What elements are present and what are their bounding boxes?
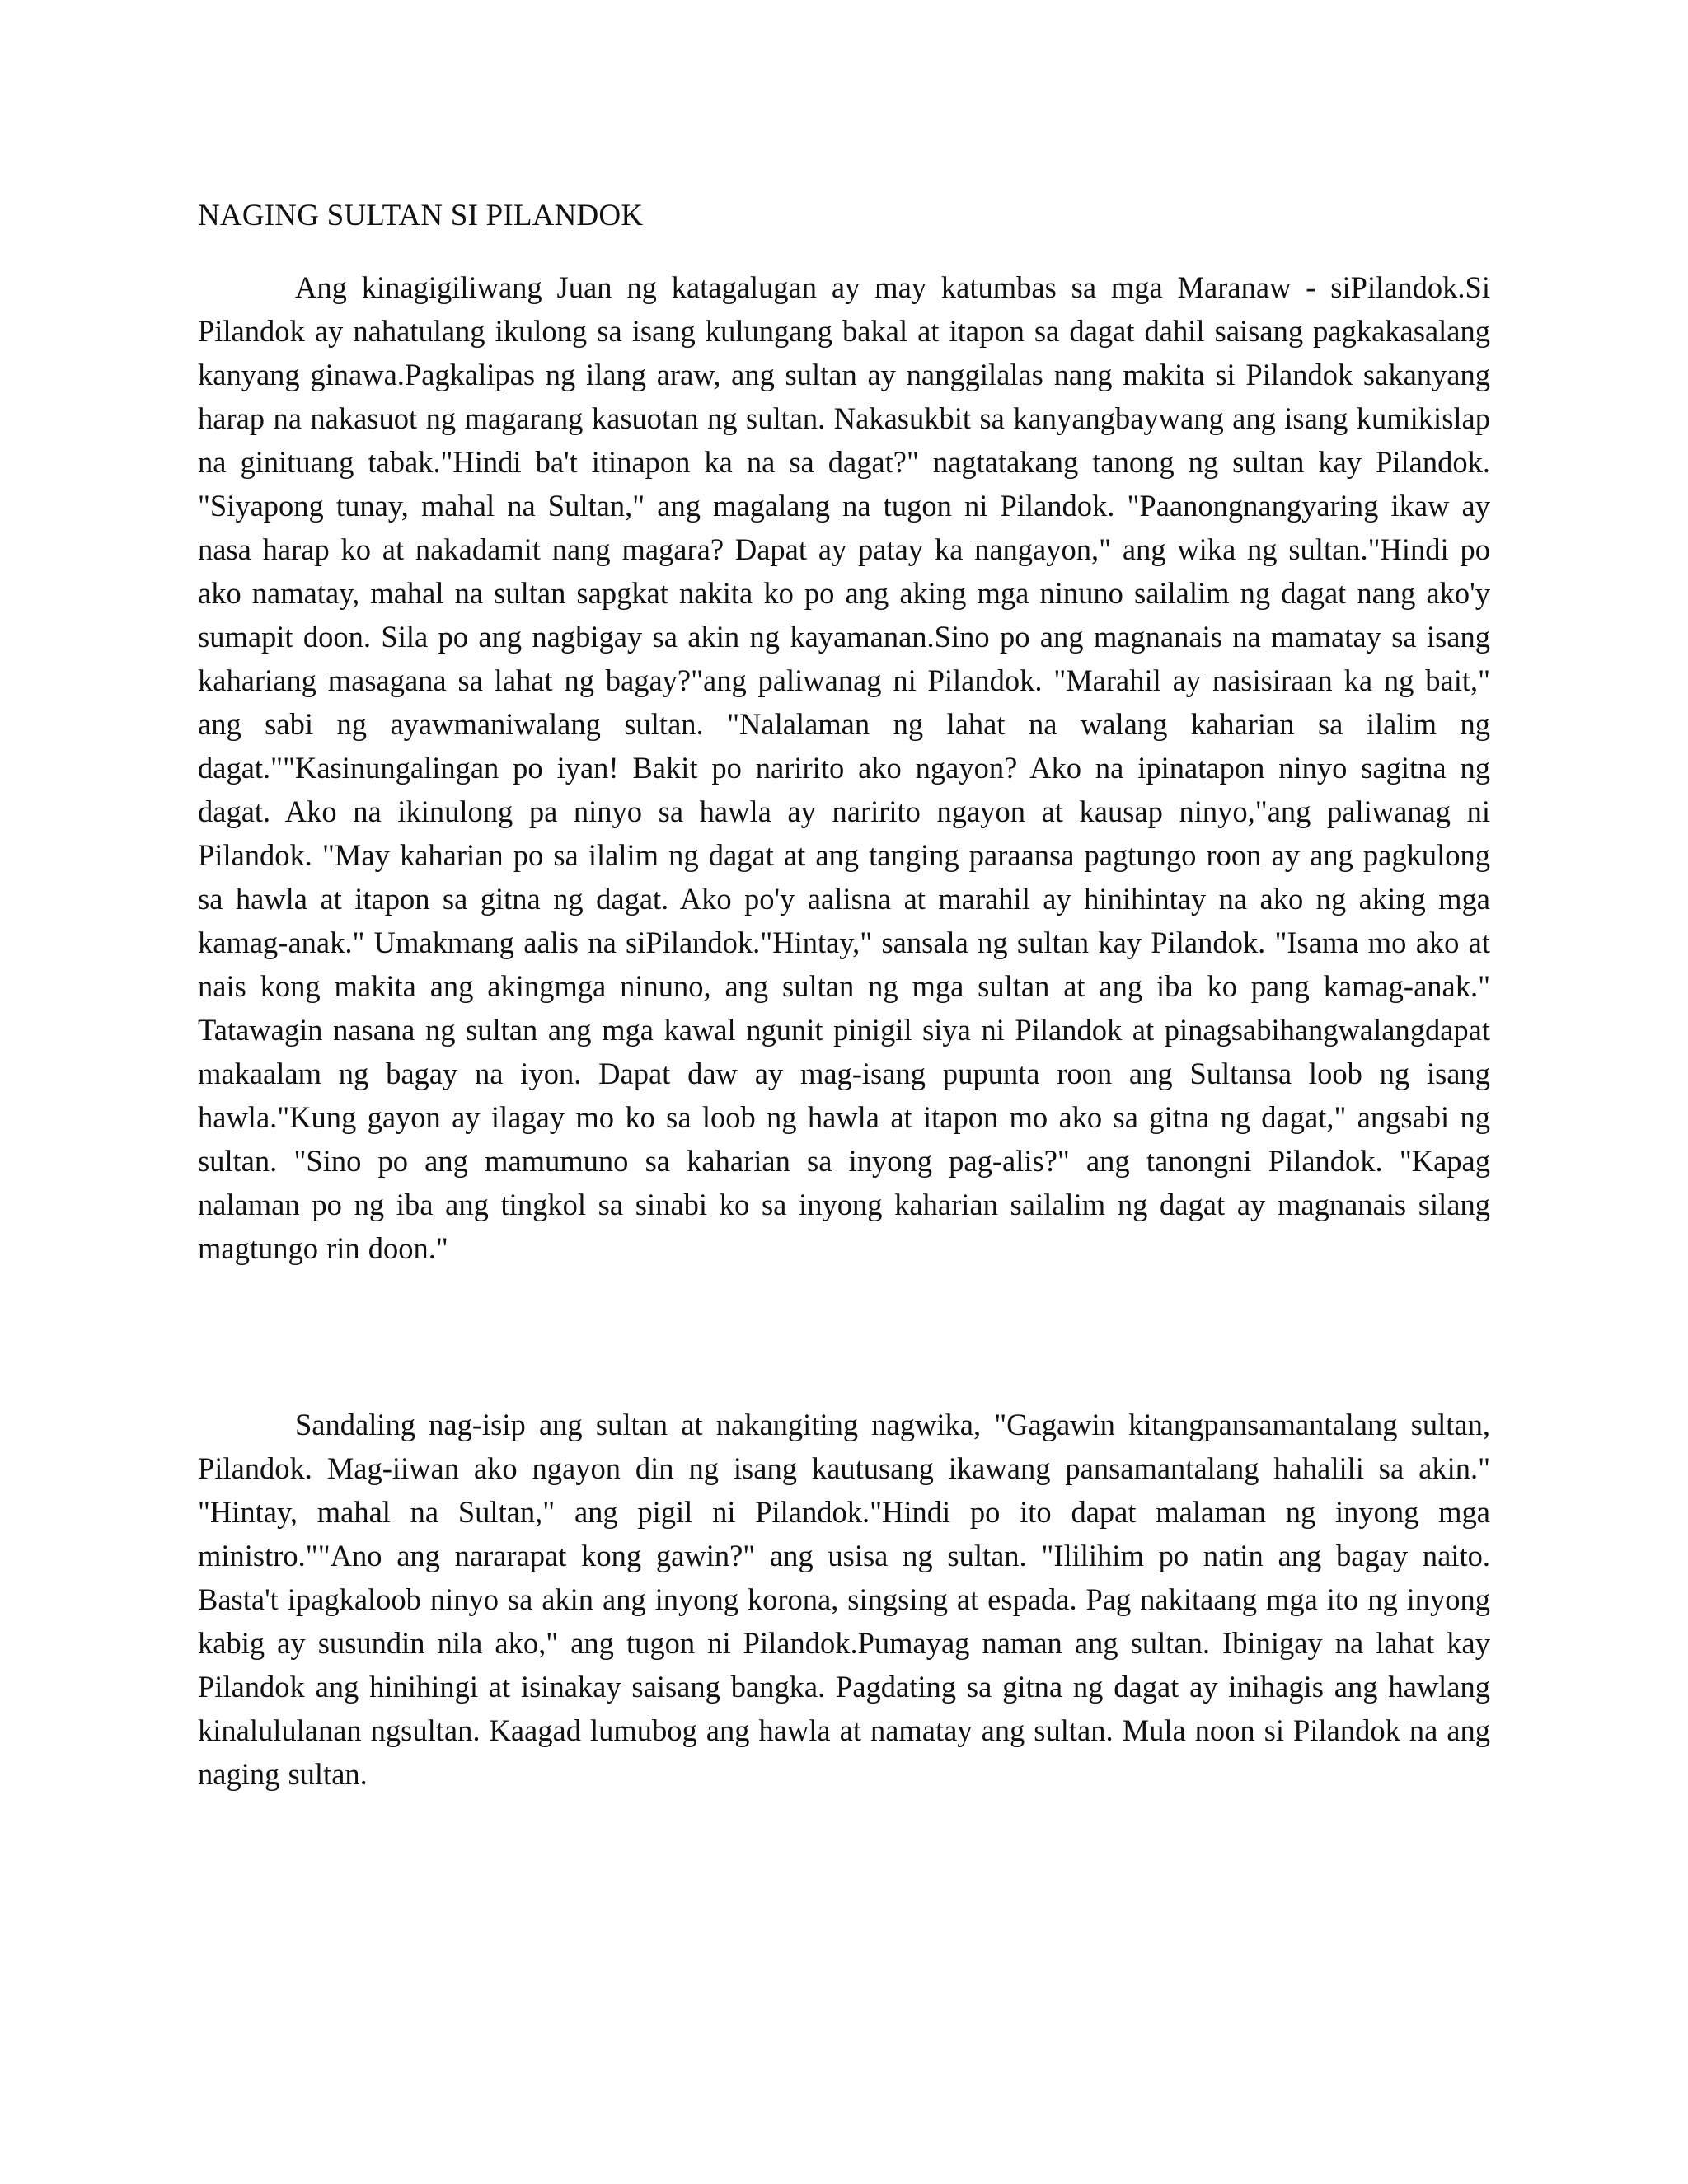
- paragraph-1-text: Ang kinagigiliwang Juan ng katagalugan ay may katumbas sa mga Maranaw - siPilandok.Si Pilandok ay nahatulang ikulong sa isang kulungang bakal at itapon sa dagat dahil saisang pagkakasalang kanyang ginawa.Pagkalipas ng ilang araw, ang sultan ay nanggilalas nang makita si Pilandok sakanyang harap na nakasuot ng magarang kasuotan ng sultan. Nakasukbit sa kanyangbaywang ang isang kumikislap na ginituang tabak."Hindi ba't itinapon ka na sa dagat?" nagtatakang tanong ng sultan kay Pilandok. "Siyapong tunay, mahal na Sultan," ang magalang na tugon ni Pilandok. "Paanongnangyaring ikaw ay nasa harap ko at nakadamit nang magara? Dapat ay patay ka nangayon," ang wika ng sultan."Hindi po ako namatay, mahal na sultan sapgkat nakita ko po ang aking mga ninuno sailalim ng dagat nang ako'y sumapit doon. Sila po ang nagbigay sa akin ng kayamanan.Sino po ang magnanais na mamatay sa isang kahariang masagana sa lahat ng bagay?"ang paliwanag ni Pilandok. "Marahil ay nasisiraan ka ng bait," ang sabi ng ayawmaniwalang sultan. "Nalalaman ng lahat na walang kaharian sa ilalim ng dagat.""Kasinungalingan po iyan! Bakit po naririto ako ngayon? Ako na ipinatapon ninyo sagitna ng dagat. Ako na ikinulong pa ninyo sa hawla ay naririto ngayon at kausap ninyo,"ang paliwanag ni Pilandok. "May kaharian po sa ilalim ng dagat at ang tanging paraansa pagtungo roon ay ang pagkulong sa hawla at itapon sa gitna ng dagat. Ako po'y aalisna at marahil ay hinihintay na ako ng aking mga kamag-anak." Umakmang aalis na siPilandok."Hintay," sansala ng sultan kay Pilandok. "Isama mo ako at nais kong makita ang akingmga ninuno, ang sultan ng mga sultan at ang iba ko pang kamag-anak." Tatawagin nasana ng sultan ang mga kawal ngunit pinigil siya ni Pilandok at pinagsabihangwalangdapat makaalam ng bagay na iyon. Dapat daw ay mag-isang pupunta roon ang Sultansa loob ng isang hawla."Kung gayon ay ilagay mo ko sa loob ng hawla at itapon mo ako sa gitna ng dagat," angsabi ng sultan. "Sino po ang mamumuno sa kaharian sa inyong pag-alis?" ang tanongni Pilandok. "Kapag nalaman po ng iba ang tingkol sa sinabi ko sa inyong kaharian sailalim ng dagat ay magnanais silang magtungo rin doon.": [198, 270, 1490, 1265]
- paragraph-1: [198, 265, 1490, 1270]
- paragraph-2-text: Sandaling nag-isip ang sultan at nakangiting nagwika, "Gagawin kitangpansamantalang sultan, Pilandok. Mag-iiwan ako ngayon din ng isang kautusang ikawang pansamantalang hahalili sa akin." "Hintay, mahal na Sultan," ang pigil ni Pilandok."Hindi po ito dapat malaman ng inyong mga ministro.""Ano ang nararapat kong gawin?" ang usisa ng sultan. "Ililihim po natin ang bagay naito. Basta't ipagkaloob ninyo sa akin ang inyong korona, singsing at espada. Pag nakitaang mga ito ng inyong kabig ay susundin nila ako," ang tugon ni Pilandok.Pumayag naman ang sultan. Ibinigay na lahat kay Pilandok ang hinihingi at isinakay saisang bangka. Pagdating sa gitna ng dagat ay inihagis ang hawlang kinalululanan ngsultan. Kaagad lumubog ang hawla at namatay ang sultan. Mula noon si Pilandok na ang naging sultan.: [198, 1408, 1490, 1791]
- paragraph-2: [198, 1403, 1490, 1796]
- document-title: NAGING SULTAN SI PILANDOK: [198, 199, 644, 232]
